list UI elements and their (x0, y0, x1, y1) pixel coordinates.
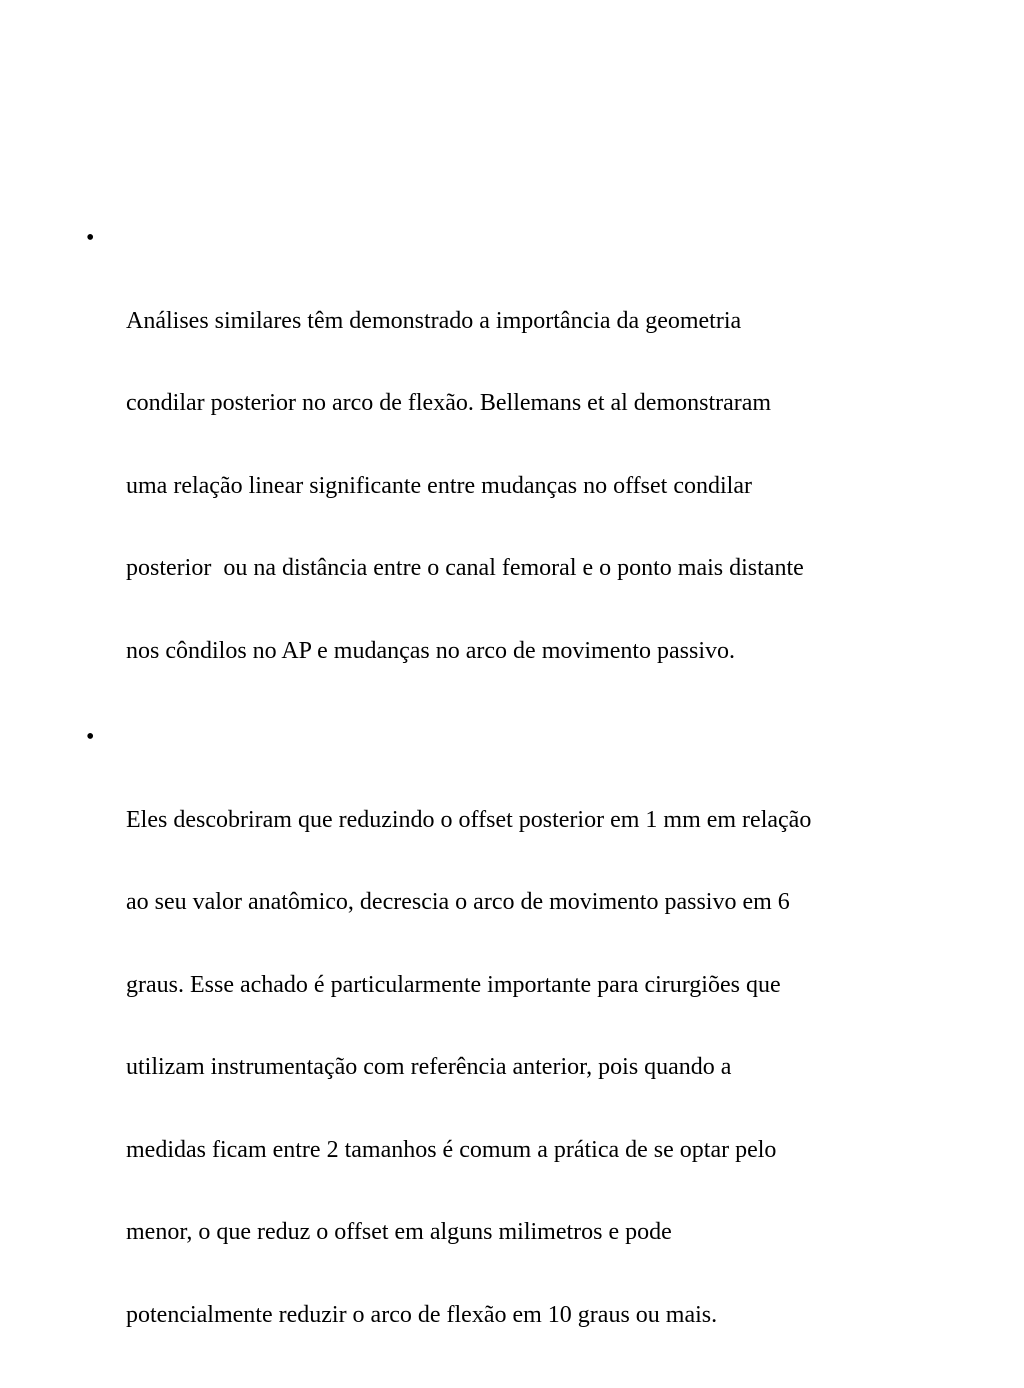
paragraph-2-line-6: menor, o que reduz o offset em alguns milimetros e pode (126, 1219, 672, 1245)
paragraph-2-line-7: potencialmente reduzir o arco de flexão em 10 graus ou mais. (126, 1301, 718, 1328)
paragraph-1-line-2: condilar posterior no arco de flexão. Bellemans et al demonstraram (126, 390, 772, 416)
bullet-icon: • (86, 225, 95, 251)
bullet-item-2 (86, 724, 946, 1384)
paragraph-2-line-3: graus. Esse achado é particularmente importante para cirurgiões que (126, 971, 781, 998)
paragraph-1-line-1: Análises similares têm demonstrado a importância da geometria (126, 307, 742, 334)
paragraph-1-line-3: uma relação linear significante entre mudanças no offset condilar (126, 472, 752, 499)
paragraph-1-line-5: nos côndilos no AP e mudanças no arco de movimento passivo. (126, 637, 736, 664)
paragraph-2-line-5: medidas ficam entre 2 tamanhos é comum a prática de se optar pelo (126, 1136, 777, 1163)
bullet-icon: • (86, 724, 95, 750)
paragraph-2-line-1: Eles descobriram que reduzindo o offset posterior em 1 mm em relação (126, 806, 812, 833)
bullet-item-1 (86, 225, 946, 720)
paragraph-2-line-2: ao seu valor anatômico, decrescia o arco de movimento passivo em 6 (126, 889, 790, 915)
bullet-list (86, 225, 946, 1388)
paragraph-1-line-4: posterior ou na distância entre o canal femoral e o ponto mais distante (126, 555, 804, 581)
paragraph-2-line-4: utilizam instrumentação com referência anterior, pois quando a (126, 1054, 732, 1080)
